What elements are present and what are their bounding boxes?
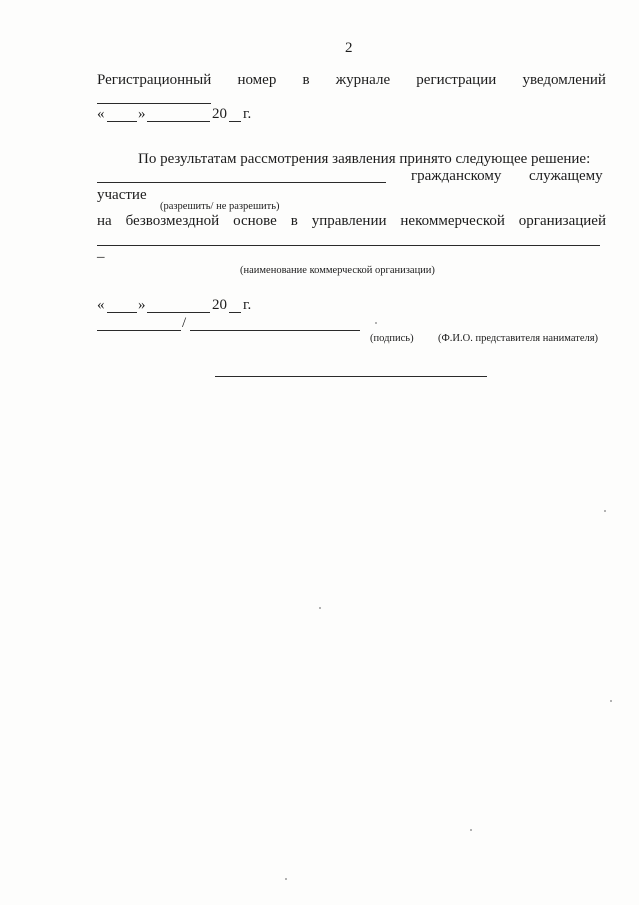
management-word: организацией: [518, 213, 606, 229]
signature-field[interactable]: [97, 330, 181, 331]
registration-date-close-quote: »: [138, 106, 146, 122]
management-word: основе: [233, 213, 277, 229]
signature-year-field[interactable]: [229, 312, 241, 313]
registration-year-prefix: 20: [212, 106, 227, 122]
registration-month-field[interactable]: [147, 121, 210, 122]
registration-line: [97, 72, 606, 89]
decision-field[interactable]: [97, 182, 386, 183]
management-word: управлении: [311, 213, 387, 229]
participation-word: участие: [97, 187, 147, 203]
management-word: в: [290, 213, 298, 229]
management-line: [97, 213, 606, 230]
registration-word: номер: [237, 72, 277, 88]
scan-speck: [285, 878, 287, 880]
signature-slash: /: [182, 315, 187, 331]
management-word: некоммерческой: [400, 213, 505, 229]
signature-month-field[interactable]: [147, 312, 210, 313]
signature-date-open-quote: «: [97, 297, 105, 313]
signature-year-prefix: 20: [212, 297, 227, 313]
scan-speck: [604, 510, 606, 512]
closing-separator: [215, 376, 487, 377]
management-word: на: [97, 213, 112, 229]
signature-year-suffix: г.: [243, 297, 252, 313]
page-number: 2: [345, 40, 353, 56]
scan-speck: [375, 322, 377, 324]
civil-servant-word: служащему: [529, 168, 603, 184]
scan-speck: [470, 829, 472, 831]
organization-name-field[interactable]: [97, 245, 600, 246]
decision-intro: По результатам рассмотрения заявления принято следующее решение:: [138, 151, 591, 167]
registration-year-suffix: г.: [243, 106, 252, 122]
management-word: безвозмездной: [125, 213, 220, 229]
registration-year-field[interactable]: [229, 121, 241, 122]
dash-mark: –: [97, 249, 105, 265]
organization-caption: (наименование коммерческой организации): [240, 265, 435, 276]
civil-servant-word: гражданскому: [411, 168, 502, 184]
registration-word: регистрации: [416, 72, 497, 88]
registration-number-field[interactable]: [97, 103, 211, 104]
signature-caption: (подпись): [370, 333, 414, 344]
registration-word: уведомлений: [522, 72, 606, 88]
name-caption: (Ф.И.О. представителя нанимателя): [438, 333, 599, 344]
registration-word: в: [302, 72, 310, 88]
registration-word: журнале: [335, 72, 391, 88]
signature-date-close-quote: »: [138, 297, 146, 313]
registration-date-open-quote: «: [97, 106, 105, 122]
allow-caption: (разрешить/ не разрешить): [160, 201, 280, 212]
scan-speck: [610, 700, 612, 702]
scan-speck: [319, 607, 321, 609]
representative-name-field[interactable]: [190, 330, 360, 331]
registration-word: Регистрационный: [97, 72, 212, 88]
signature-day-field[interactable]: [107, 312, 137, 313]
registration-day-field[interactable]: [107, 121, 137, 122]
